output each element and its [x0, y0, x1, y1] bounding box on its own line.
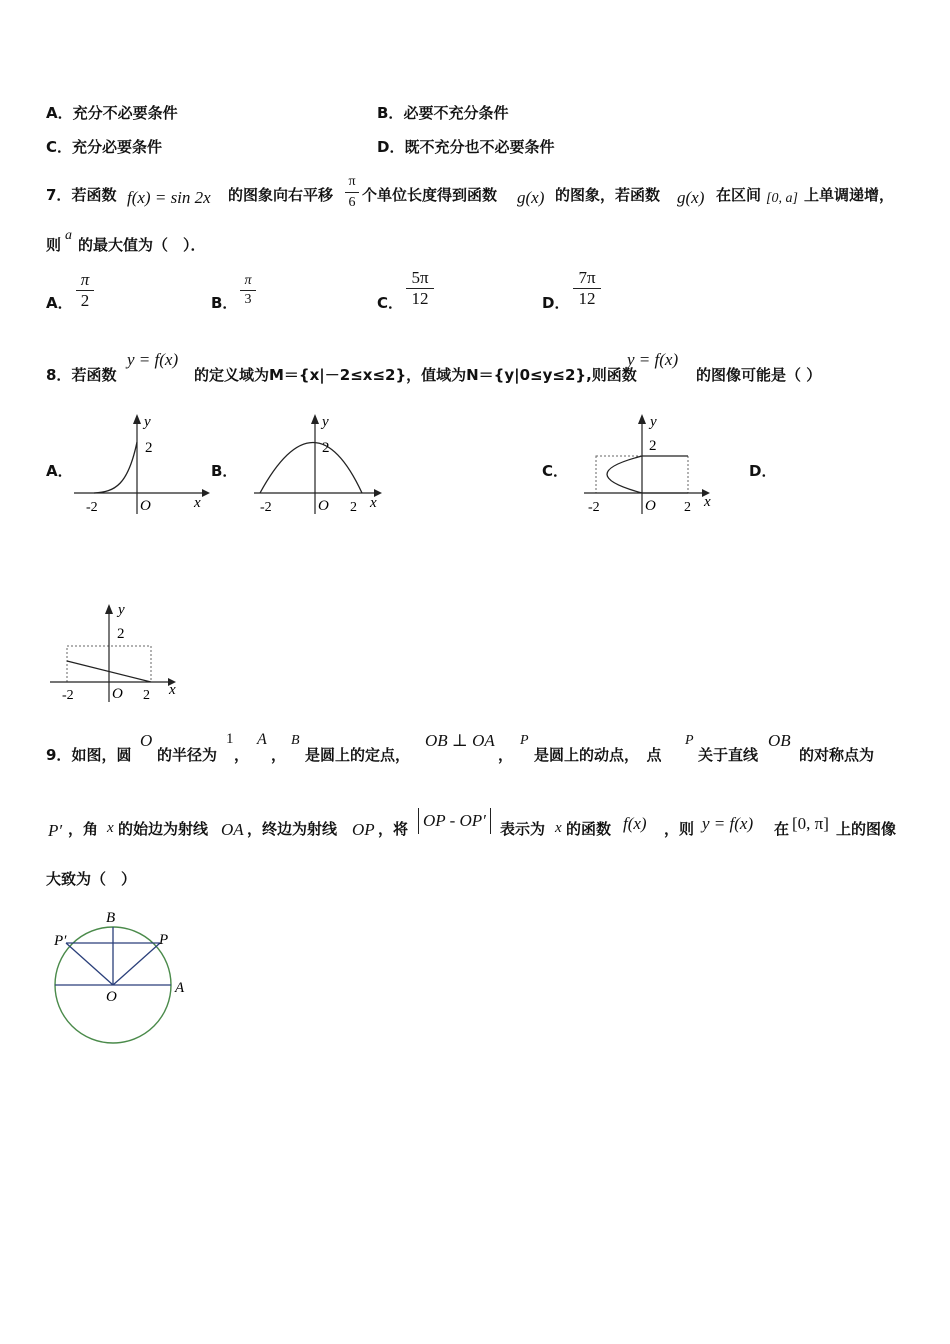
q7-a: a — [65, 228, 72, 243]
q6-option-b-text: 必要不充分条件 — [403, 104, 509, 122]
q7-option-b-num: π — [240, 272, 256, 291]
q7-text-8: 的最大值为（ ）． — [78, 236, 206, 254]
tick-2: 2 — [322, 440, 330, 456]
q9-text-7: ，角 — [68, 820, 99, 838]
q9-comma-1: ， — [234, 746, 250, 764]
q7-option-c-num: 5π — [406, 268, 434, 289]
q7-option-d-letter: D． — [542, 294, 570, 312]
q9-text-10: ，将 — [378, 820, 409, 838]
q7-number: 7． — [46, 186, 72, 204]
q9-comma-2: ， — [271, 746, 287, 764]
q9-radius: 1 — [226, 731, 234, 747]
q8-yfx: y = f(x) — [127, 350, 179, 369]
q9-interval: [0, π] — [792, 814, 829, 833]
q9-number: 9． — [46, 746, 72, 764]
q6-option-b — [377, 102, 508, 123]
q7-option-b-den: 3 — [244, 292, 252, 307]
q9-a: A — [257, 731, 267, 748]
q7-option-d-num: 7π — [573, 268, 601, 289]
tick-pos2: 2 — [350, 500, 357, 515]
y-axis-arrow — [638, 414, 646, 424]
q7-text-7: 则 — [46, 236, 62, 254]
q7-option-a-den: 2 — [80, 291, 90, 310]
q7-text-4: 的图象，若函数 — [555, 186, 661, 204]
q7-text-1: 若函数 — [71, 186, 117, 204]
label-a: A — [175, 980, 185, 996]
q7-gx: g(x) — [517, 188, 545, 207]
tick-pos2: 2 — [143, 688, 150, 703]
q9-text-3: 是圆上的定点， — [305, 746, 411, 764]
y-axis-arrow — [311, 414, 319, 424]
q9-text-5: 关于直线 — [698, 746, 759, 764]
q8-graph-b — [252, 410, 392, 518]
q9-ob: OB — [768, 731, 791, 750]
q9-perp: OB ⊥ OA — [425, 731, 495, 750]
q7-option-a-fraction — [76, 270, 94, 311]
q9-text-12: 的函数 — [566, 820, 612, 838]
q7-shift-fraction — [345, 172, 359, 213]
tick-neg2: -2 — [86, 500, 98, 515]
tick-2: 2 — [649, 438, 657, 454]
q7-option-a-num: π — [76, 270, 94, 291]
q7-text-2: 的图象向右平移 — [228, 186, 334, 204]
q9-x: x — [107, 820, 114, 836]
q7-shift-den: 6 — [348, 195, 356, 210]
x-axis-arrow — [202, 489, 210, 497]
q9-text-11: 表示为 — [500, 820, 546, 838]
origin-label: O — [318, 498, 329, 514]
q6-option-a-text: 充分不必要条件 — [72, 104, 178, 122]
tick-2: 2 — [145, 440, 153, 456]
q8-label-a: A． — [46, 462, 73, 480]
q7-option-c-fraction — [406, 268, 434, 309]
q9-text-14: 在 — [774, 820, 790, 838]
q8-text-3: 的图像可能是（ ） — [696, 366, 822, 384]
q7-fx: f(x) = sin 2x — [127, 188, 211, 207]
y-axis-arrow — [105, 604, 113, 614]
q9-yfx: y = f(x) — [702, 814, 754, 833]
tick-neg2: -2 — [62, 688, 74, 703]
q8-number: 8． — [46, 366, 72, 384]
q8-graph-a — [70, 410, 215, 518]
q7-option-a-letter: A． — [46, 294, 73, 312]
origin-label: O — [645, 498, 656, 514]
q8-line1 — [46, 364, 116, 385]
x-label: x — [169, 682, 176, 698]
q7-text-3: 个单位长度得到函数 — [362, 186, 498, 204]
q7-option-d-fraction — [573, 268, 601, 309]
curve — [260, 443, 362, 494]
q9-op: OP — [352, 820, 375, 839]
curve — [94, 442, 137, 493]
q8-text-2: 的定义域为M＝{x|－2≤x≤2}，值域为N＝{y|0≤y≤2},则函数 — [194, 366, 637, 384]
q7-option-c-letter: C． — [377, 294, 404, 312]
q7-gx2: g(x) — [677, 188, 705, 207]
q7-text-5: 在区间 — [716, 186, 762, 204]
q6-option-a — [46, 102, 178, 123]
label-o: O — [106, 989, 117, 1005]
q9-abs-expr: OP - OP′ — [418, 808, 491, 834]
y-label: y — [144, 414, 151, 430]
q9-text-1: 如图，圆 — [71, 746, 132, 764]
label-b: B — [106, 910, 116, 926]
q9-text-6: 的对称点为 — [799, 746, 875, 764]
q8-text-1: 若函数 — [71, 366, 117, 384]
q9-p-prime: P′ — [48, 821, 63, 840]
q9-fx: f(x) — [623, 814, 647, 833]
origin-label: O — [112, 686, 123, 702]
q9-p2: P — [685, 733, 694, 748]
segment-op-prime — [66, 943, 113, 985]
q6-option-d — [377, 136, 554, 157]
q6-option-d-letter: D． — [377, 138, 405, 156]
q9-text-13: ，则 — [664, 820, 695, 838]
q9-comma-3: ， — [498, 746, 514, 764]
x-label: x — [194, 495, 201, 511]
label-p: P — [159, 932, 169, 948]
q9-line1 — [46, 744, 131, 765]
tick-neg2: -2 — [260, 500, 272, 515]
origin-label: O — [140, 498, 151, 514]
q9-text-15: 上的图像 — [836, 820, 897, 838]
q7-line1 — [46, 184, 116, 205]
q7-text-6: 上单调递增， — [804, 186, 895, 204]
q6-option-d-text: 既不充分也不必要条件 — [404, 138, 555, 156]
x-label: x — [704, 494, 711, 510]
q8-label-d: D． — [749, 462, 777, 480]
q9-b: B — [291, 733, 300, 748]
y-label: y — [322, 414, 329, 430]
q9-text-2: 的半径为 — [157, 746, 218, 764]
q6-option-c — [46, 136, 162, 157]
tick-pos2: 2 — [684, 500, 691, 515]
q6-option-b-letter: B． — [377, 104, 404, 122]
y-label: y — [118, 602, 125, 618]
label-p-prime: P′ — [54, 933, 67, 949]
q9-text-4: 是圆上的动点， 点 — [534, 746, 662, 764]
q7-option-c-den: 12 — [411, 289, 429, 308]
q6-option-a-letter: A． — [46, 104, 73, 122]
q9-p: P — [520, 733, 529, 748]
q7-option-b-fraction — [240, 272, 256, 309]
y-axis-arrow — [133, 414, 141, 424]
q8-yfx2: y = f(x) — [627, 350, 679, 369]
q7-interval: [0, a] — [766, 191, 798, 206]
segment-op — [113, 943, 160, 985]
q8-label-b: B． — [211, 462, 238, 480]
q6-option-c-text: 充分必要条件 — [72, 138, 163, 156]
q6-option-c-letter: C． — [46, 138, 73, 156]
q9-text-16: 大致为（ ） — [46, 870, 137, 888]
q8-label-c: C． — [542, 462, 569, 480]
q9-text-9: ，终边为射线 — [247, 820, 338, 838]
q9-circle-figure — [40, 905, 200, 1050]
q9-oa: OA — [221, 820, 244, 839]
y-label: y — [650, 414, 657, 430]
q7-shift-num: π — [345, 172, 359, 193]
q7-option-d-den: 12 — [578, 289, 596, 308]
q9-o: O — [140, 731, 153, 750]
q7-option-b-letter: B． — [211, 294, 238, 312]
curve — [607, 456, 688, 493]
q8-graph-d — [48, 600, 188, 706]
q9-x2: x — [555, 820, 562, 836]
x-label: x — [370, 495, 377, 511]
tick-2: 2 — [117, 626, 125, 642]
tick-neg2: -2 — [588, 500, 600, 515]
q8-graph-c — [580, 410, 720, 518]
q9-text-8: 的始边为射线 — [118, 820, 209, 838]
